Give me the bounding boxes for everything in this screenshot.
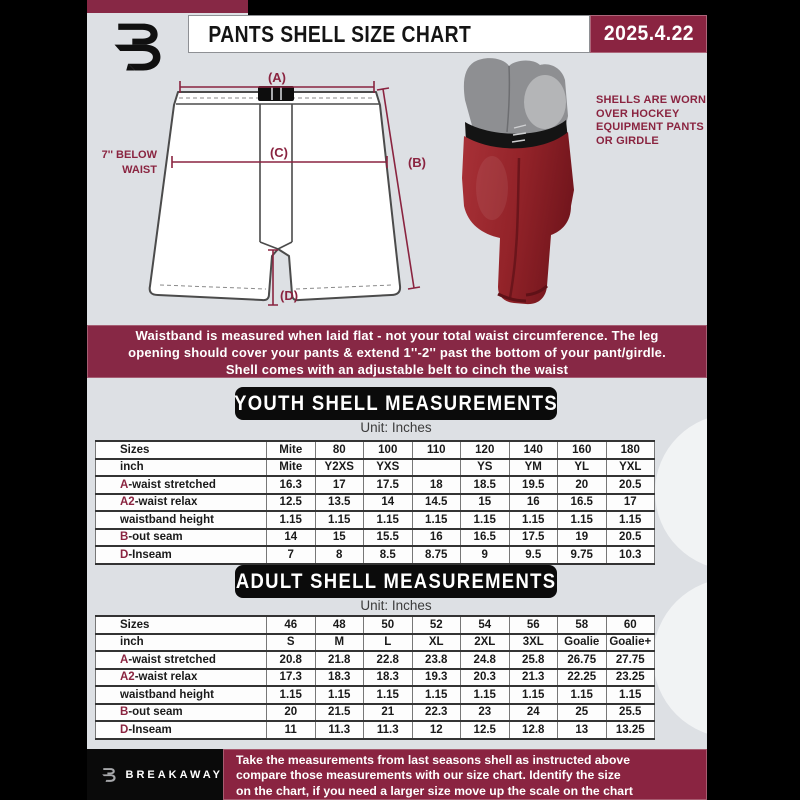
table-cell: 1.15 (461, 511, 510, 529)
row-label: Sizes (96, 441, 267, 459)
table-row (96, 546, 655, 564)
table-cell: 17.5 (364, 476, 413, 494)
table-cell: 20.5 (606, 529, 655, 547)
breakaway-footer-logo-icon (100, 762, 118, 788)
table-cell: 1.15 (267, 686, 316, 704)
diagram-label-a: (A) (267, 70, 287, 85)
row-label: D-Inseam (96, 546, 267, 564)
text-line: OR GIRDLE (596, 134, 659, 147)
table-cell: 22.8 (364, 651, 413, 669)
table-cell: 1.15 (509, 686, 558, 704)
row-label: Sizes (96, 616, 267, 634)
row-label: inch (96, 459, 267, 477)
youth-section-header (235, 387, 557, 420)
table-row (96, 721, 655, 739)
table-cell: L (364, 634, 413, 652)
table-cell: XL (412, 634, 461, 652)
table-cell: 9.5 (509, 546, 558, 564)
table-cell: 120 (461, 441, 510, 459)
table-cell: 50 (364, 616, 413, 634)
table-row (96, 651, 655, 669)
table-cell: Mite (267, 441, 316, 459)
table-cell: 1.15 (364, 686, 413, 704)
table-cell: 180 (606, 441, 655, 459)
measure-letter: B (120, 706, 129, 719)
table-cell: 20 (267, 704, 316, 722)
table-cell: YXS (364, 459, 413, 477)
table-cell: 25.8 (509, 651, 558, 669)
table-cell: 16 (412, 529, 461, 547)
table-cell: YS (461, 459, 510, 477)
table-cell: Goalie+ (606, 634, 655, 652)
measure-letter: D (120, 548, 129, 561)
table-cell: 1.15 (509, 511, 558, 529)
row-label: B-out seam (96, 704, 267, 722)
table-cell: 21.8 (315, 651, 364, 669)
youth-unit-label: Unit: Inches (360, 420, 432, 435)
table-cell: M (315, 634, 364, 652)
measure-letter: A2 (120, 496, 135, 509)
table-cell: 48 (315, 616, 364, 634)
table-cell: 12.5 (461, 721, 510, 739)
table-cell: 22.3 (412, 704, 461, 722)
table-cell: 160 (558, 441, 607, 459)
table-cell: Y2XS (315, 459, 364, 477)
table-cell: 18.5 (461, 476, 510, 494)
hockey-shell-photo (452, 58, 602, 313)
table-cell: 19.5 (509, 476, 558, 494)
date-badge (590, 15, 707, 53)
table-cell: 25.5 (606, 704, 655, 722)
table-cell: Mite (267, 459, 316, 477)
row-label: A-waist stretched (96, 651, 267, 669)
table-cell: 23.8 (412, 651, 461, 669)
table-cell: 27.75 (606, 651, 655, 669)
table-cell: 23.25 (606, 669, 655, 687)
table-cell: 20.3 (461, 669, 510, 687)
table-cell: 14 (267, 529, 316, 547)
table-cell: 21.5 (315, 704, 364, 722)
table-cell: 3XL (509, 634, 558, 652)
below-waist-note-line2: WAIST (122, 164, 157, 176)
row-label: inch (96, 634, 267, 652)
measure-letter: D (120, 723, 129, 736)
table-cell: 100 (364, 441, 413, 459)
table-cell: 11.3 (364, 721, 413, 739)
table-cell: 56 (509, 616, 558, 634)
table-cell: 7 (267, 546, 316, 564)
table-cell: 9 (461, 546, 510, 564)
table-cell: 1.15 (558, 686, 607, 704)
text-line: OVER HOCKEY (596, 107, 680, 120)
table-cell: 19.3 (412, 669, 461, 687)
measure-letter: B (120, 531, 129, 544)
table-cell: 20.5 (606, 476, 655, 494)
table-cell: 12.8 (509, 721, 558, 739)
text-line: Take the measurements from last seasons shell as instructed above (236, 752, 630, 767)
table-cell: 15.5 (364, 529, 413, 547)
table-row (96, 441, 655, 459)
text-line: SHELLS ARE WORN (596, 94, 707, 106)
table-row (96, 494, 655, 512)
table-cell: 13.5 (315, 494, 364, 512)
size-table (95, 615, 655, 740)
table-cell: 16.5 (558, 494, 607, 512)
footer-brand-box (87, 749, 223, 800)
table-cell: 16.5 (461, 529, 510, 547)
table-row (96, 459, 655, 477)
table-cell: 17 (606, 494, 655, 512)
diagram-label-b: (B) (407, 155, 427, 170)
table-cell: 8 (315, 546, 364, 564)
page-title: PANTS SHELL SIZE CHART (208, 20, 472, 47)
table-cell: 24 (509, 704, 558, 722)
row-label: A-waist stretched (96, 476, 267, 494)
table-cell: 20.8 (267, 651, 316, 669)
text-line: Waistband is measured when laid flat - not your total waist circumference. The leg (135, 328, 659, 343)
table-cell: 17 (315, 476, 364, 494)
table-cell: 15 (461, 494, 510, 512)
date-text: 2025.4.22 (603, 22, 694, 45)
adult-section-header (235, 565, 557, 598)
table-cell: 10.3 (606, 546, 655, 564)
table-cell: 1.15 (315, 511, 364, 529)
table-cell: 1.15 (606, 511, 655, 529)
table-row (96, 704, 655, 722)
table-row (96, 616, 655, 634)
shell-usage-caption (596, 94, 706, 148)
table-cell: 46 (267, 616, 316, 634)
text-line: on the chart, if you need a larger size move up the scale on the chart (236, 783, 633, 798)
table-row (96, 634, 655, 652)
footer-instructions (223, 749, 707, 800)
text-line: Shell comes with an adjustable belt to cinch the waist (225, 362, 569, 377)
row-label: waistband height (96, 511, 267, 529)
table-cell: 8.5 (364, 546, 413, 564)
watermark-b-bottom-bowl (653, 578, 707, 738)
table-cell: 58 (558, 616, 607, 634)
table-cell: 11.3 (315, 721, 364, 739)
table-cell: 13.25 (606, 721, 655, 739)
watermark-b-top-bowl (655, 414, 707, 570)
table-row (96, 511, 655, 529)
measurement-notice-banner (87, 325, 707, 378)
table-cell: 1.15 (267, 511, 316, 529)
table-cell: 17.5 (509, 529, 558, 547)
table-row (96, 669, 655, 687)
row-label: A2-waist relax (96, 494, 267, 512)
table-cell: 52 (412, 616, 461, 634)
table-cell: 54 (461, 616, 510, 634)
table-cell: 11 (267, 721, 316, 739)
table-cell: 1.15 (315, 686, 364, 704)
shorts-measurement-diagram (100, 58, 445, 318)
table-cell: 16 (509, 494, 558, 512)
table-cell: YL (558, 459, 607, 477)
table-cell: 22.25 (558, 669, 607, 687)
table-cell: YXL (606, 459, 655, 477)
table-cell: 9.75 (558, 546, 607, 564)
table-cell (412, 459, 461, 477)
table-cell: 15 (315, 529, 364, 547)
adult-size-table (95, 615, 655, 740)
top-black-band (248, 0, 707, 15)
table-cell: 140 (509, 441, 558, 459)
table-cell: 1.15 (461, 686, 510, 704)
table-cell: 18.3 (315, 669, 364, 687)
table-cell: 60 (606, 616, 655, 634)
page-title-bar (188, 15, 590, 53)
table-cell: 26.75 (558, 651, 607, 669)
table-cell: 14.5 (412, 494, 461, 512)
table-cell: 21.3 (509, 669, 558, 687)
table-cell: 1.15 (364, 511, 413, 529)
table-cell: 23 (461, 704, 510, 722)
table-row (96, 686, 655, 704)
text-line: compare those measurements with our size chart. Identify the size (236, 768, 621, 783)
table-cell: 13 (558, 721, 607, 739)
table-cell: 80 (315, 441, 364, 459)
table-cell: 18 (412, 476, 461, 494)
top-maroon-strip (87, 0, 248, 13)
text-line: opening should cover your pants & extend 1''-2'' past the bottom of your pant/girdle. (128, 345, 666, 360)
table-cell: 1.15 (558, 511, 607, 529)
row-label: waistband height (96, 686, 267, 704)
youth-size-table (95, 440, 655, 565)
text-line: EQUIPMENT PANTS (596, 121, 704, 133)
table-cell: 16.3 (267, 476, 316, 494)
table-row (96, 529, 655, 547)
belt-buckle (258, 86, 294, 101)
table-cell: 14 (364, 494, 413, 512)
table-cell: 1.15 (412, 511, 461, 529)
table-cell: 2XL (461, 634, 510, 652)
diagram-label-d: (D) (280, 288, 299, 303)
adult-section-title: ADULT SHELL MEASUREMENTS (235, 569, 557, 593)
table-cell: Goalie (558, 634, 607, 652)
table-row (96, 476, 655, 494)
youth-section-title: YOUTH SHELL MEASUREMENTS (234, 391, 558, 415)
below-waist-note-line1: 7'' BELOW (101, 149, 157, 161)
size-table (95, 440, 655, 565)
table-cell: 110 (412, 441, 461, 459)
table-cell: 24.8 (461, 651, 510, 669)
table-cell: 1.15 (606, 686, 655, 704)
table-cell: 17.3 (267, 669, 316, 687)
shorts-outline (150, 92, 400, 300)
table-cell: 12.5 (267, 494, 316, 512)
content-panel (87, 0, 707, 800)
row-label: D-Inseam (96, 721, 267, 739)
table-cell: 25 (558, 704, 607, 722)
measure-letter: A2 (120, 671, 135, 684)
table-cell: 21 (364, 704, 413, 722)
row-label: A2-waist relax (96, 669, 267, 687)
table-cell: 8.75 (412, 546, 461, 564)
measure-letter: A (120, 478, 129, 491)
table-cell: 18.3 (364, 669, 413, 687)
table-cell: S (267, 634, 316, 652)
table-cell: 12 (412, 721, 461, 739)
row-label: B-out seam (96, 529, 267, 547)
table-cell: 1.15 (412, 686, 461, 704)
table-cell: 20 (558, 476, 607, 494)
table-cell: YM (509, 459, 558, 477)
diagram-label-c: (C) (269, 145, 289, 160)
adult-unit-label: Unit: Inches (360, 598, 432, 613)
measure-letter: A (120, 653, 129, 666)
brand-name: BREAKAWAY (125, 768, 223, 781)
table-cell: 19 (558, 529, 607, 547)
